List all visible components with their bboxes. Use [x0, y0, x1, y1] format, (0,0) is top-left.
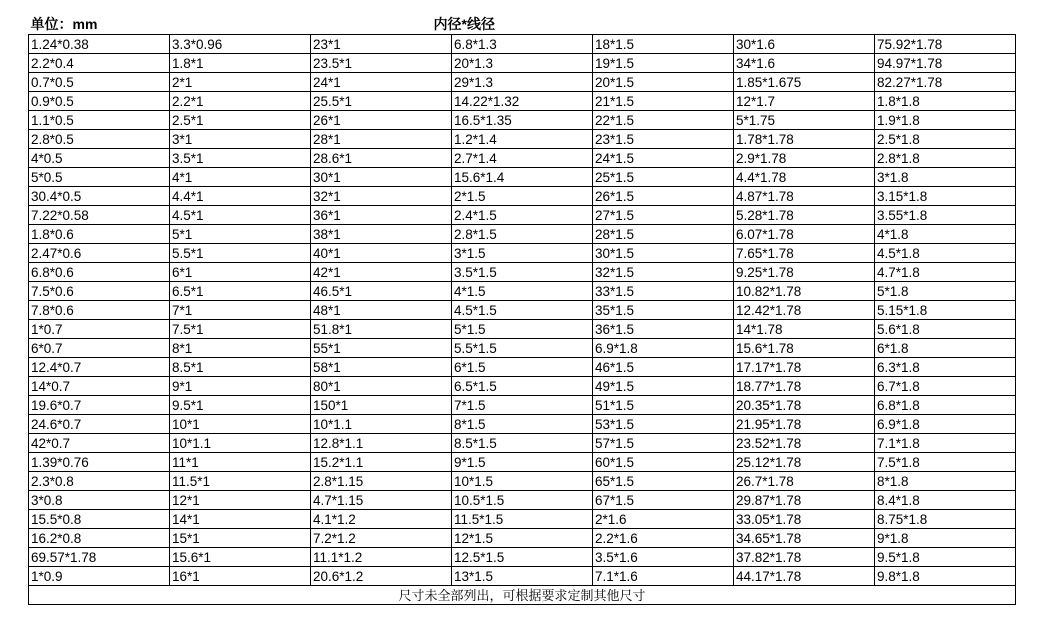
size-cell: 21*1.5 — [593, 92, 734, 111]
size-cell: 25*1.5 — [593, 168, 734, 187]
size-cell: 29*1.3 — [452, 73, 593, 92]
size-cell: 12.42*1.78 — [734, 301, 875, 320]
table-row — [29, 548, 1016, 567]
size-cell: 2.2*1.6 — [593, 529, 734, 548]
size-cell: 7.5*1 — [170, 320, 311, 339]
size-cell: 16.2*0.8 — [29, 529, 170, 548]
size-cell: 16*1 — [170, 567, 311, 586]
size-cell: 36*1 — [311, 206, 452, 225]
size-cell: 17.17*1.78 — [734, 358, 875, 377]
size-cell: 20.6*1.2 — [311, 567, 452, 586]
size-cell: 15.5*0.8 — [29, 510, 170, 529]
size-cell: 15*1 — [170, 529, 311, 548]
table-row — [29, 529, 1016, 548]
size-cell: 4*1.8 — [875, 225, 1016, 244]
size-cell: 60*1.5 — [593, 453, 734, 472]
size-cell: 2.8*1.15 — [311, 472, 452, 491]
table-row — [29, 73, 1016, 92]
size-cell: 6.5*1 — [170, 282, 311, 301]
size-cell: 8.4*1.8 — [875, 491, 1016, 510]
size-cell: 14*1.78 — [734, 320, 875, 339]
size-cell: 7.2*1.2 — [311, 529, 452, 548]
size-cell: 5.5*1.5 — [452, 339, 593, 358]
size-cell: 12*1.5 — [452, 529, 593, 548]
size-cell: 9.5*1 — [170, 396, 311, 415]
size-cell: 1.78*1.78 — [734, 130, 875, 149]
table-row — [29, 282, 1016, 301]
size-cell: 6*1 — [170, 263, 311, 282]
size-cell: 46*1.5 — [593, 358, 734, 377]
size-cell: 7*1 — [170, 301, 311, 320]
table-row — [29, 301, 1016, 320]
size-cell: 22*1.5 — [593, 111, 734, 130]
size-cell: 2.7*1.4 — [452, 149, 593, 168]
size-cell: 7.8*0.6 — [29, 301, 170, 320]
size-cell: 28*1 — [311, 130, 452, 149]
size-cell: 67*1.5 — [593, 491, 734, 510]
size-cell: 30*1 — [311, 168, 452, 187]
size-cell: 24*1 — [311, 73, 452, 92]
size-cell: 2*1 — [170, 73, 311, 92]
size-cell: 28*1.5 — [593, 225, 734, 244]
size-cell: 3*1.8 — [875, 168, 1016, 187]
size-cell: 2.47*0.6 — [29, 244, 170, 263]
table-row — [29, 263, 1016, 282]
size-cell: 3*1.5 — [452, 244, 593, 263]
size-cell: 10*1.1 — [170, 434, 311, 453]
size-cell: 28.6*1 — [311, 149, 452, 168]
size-cell: 19*1.5 — [593, 54, 734, 73]
size-cell: 14*1 — [170, 510, 311, 529]
size-cell: 36*1.5 — [593, 320, 734, 339]
size-cell: 2*1.5 — [452, 187, 593, 206]
size-cell: 11*1 — [170, 453, 311, 472]
size-cell: 4.5*1 — [170, 206, 311, 225]
size-cell: 7.65*1.78 — [734, 244, 875, 263]
unit-label: 单位：mm — [29, 14, 170, 35]
size-cell: 1*0.7 — [29, 320, 170, 339]
size-cell: 2.5*1 — [170, 111, 311, 130]
size-cell: 1.2*1.4 — [452, 130, 593, 149]
size-cell: 12*1.7 — [734, 92, 875, 111]
size-cell: 8*1.8 — [875, 472, 1016, 491]
size-cell: 4.5*1.5 — [452, 301, 593, 320]
size-cell: 11.5*1 — [170, 472, 311, 491]
size-cell: 10*1.1 — [311, 415, 452, 434]
table-row — [29, 35, 1016, 54]
size-cell: 30*1.6 — [734, 35, 875, 54]
size-cell: 10*1 — [170, 415, 311, 434]
size-cell: 38*1 — [311, 225, 452, 244]
size-cell: 9*1.8 — [875, 529, 1016, 548]
size-cell: 32*1.5 — [593, 263, 734, 282]
size-cell: 6.8*1.3 — [452, 35, 593, 54]
size-cell: 69.57*1.78 — [29, 548, 170, 567]
size-cell: 5*1.5 — [452, 320, 593, 339]
size-cell: 51*1.5 — [593, 396, 734, 415]
size-cell: 5.5*1 — [170, 244, 311, 263]
table-row — [29, 225, 1016, 244]
size-cell: 3.55*1.8 — [875, 206, 1016, 225]
table-row — [29, 54, 1016, 73]
size-cell: 32*1 — [311, 187, 452, 206]
size-cell: 1.8*1 — [170, 54, 311, 73]
size-cell: 5.15*1.8 — [875, 301, 1016, 320]
size-cell: 15.6*1.78 — [734, 339, 875, 358]
table-row — [29, 415, 1016, 434]
size-cell: 6*0.7 — [29, 339, 170, 358]
size-cell: 9.8*1.8 — [875, 567, 1016, 586]
size-cell: 6.07*1.78 — [734, 225, 875, 244]
size-cell: 3.5*1 — [170, 149, 311, 168]
size-cell: 3*1 — [170, 130, 311, 149]
table-title: 内径*线径 — [170, 14, 1016, 35]
table-row — [29, 339, 1016, 358]
size-cell: 7*1.5 — [452, 396, 593, 415]
size-cell: 4.7*1.8 — [875, 263, 1016, 282]
size-cell: 2.9*1.78 — [734, 149, 875, 168]
size-table — [28, 14, 1016, 605]
size-cell: 9*1.5 — [452, 453, 593, 472]
size-cell: 7.5*0.6 — [29, 282, 170, 301]
size-cell: 4.87*1.78 — [734, 187, 875, 206]
size-cell: 6.8*1.8 — [875, 396, 1016, 415]
table-row — [29, 206, 1016, 225]
size-cell: 9.5*1.8 — [875, 548, 1016, 567]
size-cell: 53*1.5 — [593, 415, 734, 434]
size-cell: 11.5*1.5 — [452, 510, 593, 529]
size-cell: 23*1.5 — [593, 130, 734, 149]
size-cell: 26.7*1.78 — [734, 472, 875, 491]
table-row — [29, 377, 1016, 396]
size-cell: 4.4*1 — [170, 187, 311, 206]
size-cell: 25.12*1.78 — [734, 453, 875, 472]
size-cell: 20.35*1.78 — [734, 396, 875, 415]
size-cell: 24*1.5 — [593, 149, 734, 168]
size-cell: 26*1.5 — [593, 187, 734, 206]
size-cell: 5.6*1.8 — [875, 320, 1016, 339]
size-cell: 48*1 — [311, 301, 452, 320]
size-cell: 12*1 — [170, 491, 311, 510]
size-cell: 23.5*1 — [311, 54, 452, 73]
table-row — [29, 453, 1016, 472]
size-cell: 4.5*1.8 — [875, 244, 1016, 263]
size-cell: 65*1.5 — [593, 472, 734, 491]
size-cell: 5*1.8 — [875, 282, 1016, 301]
size-cell: 1.39*0.76 — [29, 453, 170, 472]
size-cell: 10*1.5 — [452, 472, 593, 491]
table-row — [29, 491, 1016, 510]
size-cell: 3.5*1.5 — [452, 263, 593, 282]
size-cell: 7.22*0.58 — [29, 206, 170, 225]
size-cell: 1*0.9 — [29, 567, 170, 586]
size-cell: 42*1 — [311, 263, 452, 282]
size-cell: 1.8*1.8 — [875, 92, 1016, 111]
size-cell: 6.9*1.8 — [875, 415, 1016, 434]
size-cell: 58*1 — [311, 358, 452, 377]
size-cell: 57*1.5 — [593, 434, 734, 453]
size-cell: 3.15*1.8 — [875, 187, 1016, 206]
size-cell: 2.8*1.5 — [452, 225, 593, 244]
size-cell: 14.22*1.32 — [452, 92, 593, 111]
size-cell: 15.6*1 — [170, 548, 311, 567]
size-cell: 2.2*0.4 — [29, 54, 170, 73]
size-cell: 34*1.6 — [734, 54, 875, 73]
size-cell: 2.4*1.5 — [452, 206, 593, 225]
table-row — [29, 168, 1016, 187]
size-cell: 0.7*0.5 — [29, 73, 170, 92]
size-cell: 4*0.5 — [29, 149, 170, 168]
size-cell: 94.97*1.78 — [875, 54, 1016, 73]
size-cell: 2.8*0.5 — [29, 130, 170, 149]
size-cell: 7.5*1.8 — [875, 453, 1016, 472]
size-cell: 4.1*1.2 — [311, 510, 452, 529]
table-row — [29, 472, 1016, 491]
table-row — [29, 320, 1016, 339]
size-cell: 24.6*0.7 — [29, 415, 170, 434]
size-cell: 1.24*0.38 — [29, 35, 170, 54]
size-cell: 23*1 — [311, 35, 452, 54]
size-cell: 75.92*1.78 — [875, 35, 1016, 54]
size-cell: 20*1.5 — [593, 73, 734, 92]
size-cell: 20*1.3 — [452, 54, 593, 73]
size-cell: 15.6*1.4 — [452, 168, 593, 187]
table-row — [29, 434, 1016, 453]
size-cell: 8.75*1.8 — [875, 510, 1016, 529]
table-row — [29, 130, 1016, 149]
table-row — [29, 567, 1016, 586]
size-cell: 29.87*1.78 — [734, 491, 875, 510]
size-cell: 19.6*0.7 — [29, 396, 170, 415]
size-cell: 1.9*1.8 — [875, 111, 1016, 130]
size-cell: 27*1.5 — [593, 206, 734, 225]
size-cell: 11.1*1.2 — [311, 548, 452, 567]
size-cell: 33*1.5 — [593, 282, 734, 301]
size-cell: 25.5*1 — [311, 92, 452, 111]
size-cell: 51.8*1 — [311, 320, 452, 339]
size-cell: 23.52*1.78 — [734, 434, 875, 453]
size-cell: 7.1*1.8 — [875, 434, 1016, 453]
table-row — [29, 358, 1016, 377]
size-cell: 10.82*1.78 — [734, 282, 875, 301]
size-cell: 40*1 — [311, 244, 452, 263]
size-cell: 80*1 — [311, 377, 452, 396]
size-cell: 2.3*0.8 — [29, 472, 170, 491]
table-row — [29, 111, 1016, 130]
size-cell: 12.5*1.5 — [452, 548, 593, 567]
size-cell: 8*1.5 — [452, 415, 593, 434]
table-row — [29, 187, 1016, 206]
size-cell: 18*1.5 — [593, 35, 734, 54]
size-cell: 10.5*1.5 — [452, 491, 593, 510]
table-row — [29, 396, 1016, 415]
size-cell: 4.7*1.15 — [311, 491, 452, 510]
size-cell: 12.8*1.1 — [311, 434, 452, 453]
size-cell: 21.95*1.78 — [734, 415, 875, 434]
size-cell: 4*1.5 — [452, 282, 593, 301]
size-cell: 5*1.75 — [734, 111, 875, 130]
size-cell: 2*1.6 — [593, 510, 734, 529]
size-cell: 1.1*0.5 — [29, 111, 170, 130]
size-cell: 1.85*1.675 — [734, 73, 875, 92]
size-cell: 13*1.5 — [452, 567, 593, 586]
size-cell: 34.65*1.78 — [734, 529, 875, 548]
size-cell: 46.5*1 — [311, 282, 452, 301]
size-cell: 35*1.5 — [593, 301, 734, 320]
size-cell: 30.4*0.5 — [29, 187, 170, 206]
size-table-body — [29, 14, 1016, 605]
size-cell: 5.28*1.78 — [734, 206, 875, 225]
size-cell: 33.05*1.78 — [734, 510, 875, 529]
size-cell: 9*1 — [170, 377, 311, 396]
size-cell: 6.7*1.8 — [875, 377, 1016, 396]
size-cell: 3.5*1.6 — [593, 548, 734, 567]
size-cell: 37.82*1.78 — [734, 548, 875, 567]
size-cell: 2.2*1 — [170, 92, 311, 111]
size-cell: 6*1.5 — [452, 358, 593, 377]
size-cell: 6.9*1.8 — [593, 339, 734, 358]
size-cell: 4.4*1.78 — [734, 168, 875, 187]
size-cell: 8.5*1 — [170, 358, 311, 377]
size-cell: 16.5*1.35 — [452, 111, 593, 130]
custom-size-note: 尺寸未全部列出，可根据要求定制其他尺寸 — [29, 586, 1016, 605]
table-row — [29, 149, 1016, 168]
size-cell: 8*1 — [170, 339, 311, 358]
table-row — [29, 244, 1016, 263]
size-cell: 6.3*1.8 — [875, 358, 1016, 377]
size-cell: 150*1 — [311, 396, 452, 415]
size-cell: 2.8*1.8 — [875, 149, 1016, 168]
size-cell: 2.5*1.8 — [875, 130, 1016, 149]
size-cell: 49*1.5 — [593, 377, 734, 396]
size-cell: 8.5*1.5 — [452, 434, 593, 453]
size-cell: 14*0.7 — [29, 377, 170, 396]
size-cell: 5*1 — [170, 225, 311, 244]
size-cell: 12.4*0.7 — [29, 358, 170, 377]
size-cell: 6*1.8 — [875, 339, 1016, 358]
size-cell: 4*1 — [170, 168, 311, 187]
size-cell: 44.17*1.78 — [734, 567, 875, 586]
size-cell: 26*1 — [311, 111, 452, 130]
size-cell: 18.77*1.78 — [734, 377, 875, 396]
size-cell: 15.2*1.1 — [311, 453, 452, 472]
size-cell: 55*1 — [311, 339, 452, 358]
size-cell: 0.9*0.5 — [29, 92, 170, 111]
header-row — [29, 14, 1016, 35]
size-cell: 6.5*1.5 — [452, 377, 593, 396]
size-cell: 6.8*0.6 — [29, 263, 170, 282]
size-cell: 1.8*0.6 — [29, 225, 170, 244]
table-row — [29, 92, 1016, 111]
size-cell: 3*0.8 — [29, 491, 170, 510]
footer-row — [29, 586, 1016, 605]
table-row — [29, 510, 1016, 529]
size-cell: 30*1.5 — [593, 244, 734, 263]
size-cell: 3.3*0.96 — [170, 35, 311, 54]
size-cell: 42*0.7 — [29, 434, 170, 453]
size-cell: 82.27*1.78 — [875, 73, 1016, 92]
size-cell: 5*0.5 — [29, 168, 170, 187]
size-cell: 9.25*1.78 — [734, 263, 875, 282]
size-cell: 7.1*1.6 — [593, 567, 734, 586]
